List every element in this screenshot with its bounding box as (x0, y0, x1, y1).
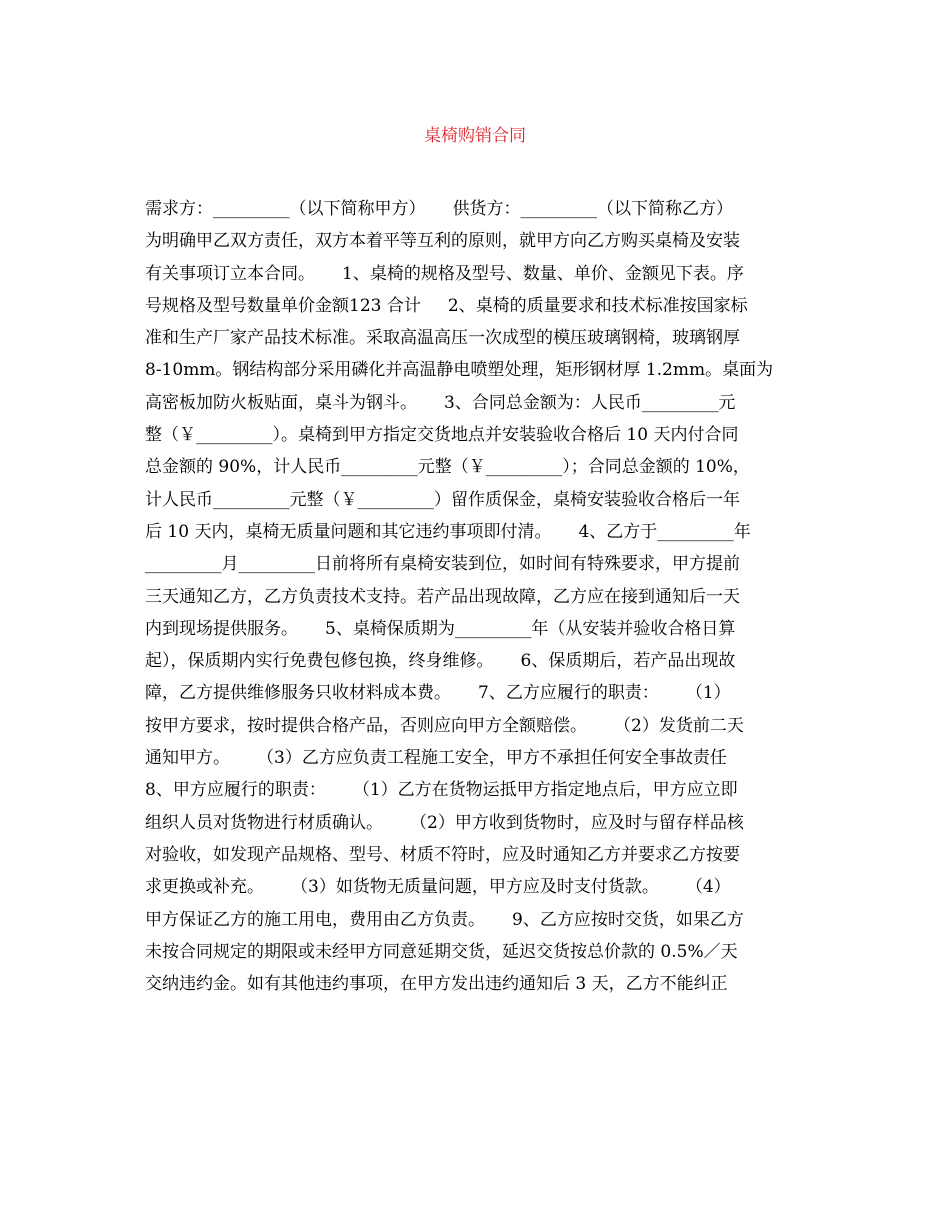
body-line: 有关事项订立本合同。 1、桌椅的规格及型号、数量、单价、金额见下表。序 (145, 263, 744, 284)
body-line: 内到现场提供服务。 5、桌椅保质期为_________年（从安装并验收合格日算 (145, 618, 736, 639)
body-line: 甲方保证乙方的施工用电，费用由乙方负责。 9、乙方应按时交货，如果乙方 (145, 909, 744, 930)
body-line: 准和生产厂家产品技术标准。采取高温高压一次成型的模压玻璃钢椅，玻璃钢厚 (145, 328, 740, 349)
body-line: 组织人员对货物进行材质确认。 （2）甲方收到货物时，应及时与留存样品核 (145, 812, 744, 833)
body-line: 8-10mm。钢结构部分采用磷化并高温静电喷塑处理，矩形钢材厚 1.2mm。桌面为 (145, 360, 774, 381)
body-line: 号规格及型号数量单价金额123 合计 2、桌椅的质量要求和技术标准按国家标 (145, 295, 748, 316)
body-line: 8、甲方应履行的职责： （1）乙方在货物运抵甲方指定地点后，甲方应立即 (145, 780, 738, 801)
body-line: 总金额的 90%，计人民币_________元整（￥_________）；合同总金额的 10%， (145, 457, 750, 478)
contract-body (145, 193, 815, 1000)
body-line: 对验收，如发现产品规格、型号、材质不符时，应及时通知乙方并要求乙方按要 (145, 844, 740, 865)
body-line: 需求方：_________（以下简称甲方） 供货方：_________（以下简称乙方） (145, 199, 734, 219)
body-line: 障，乙方提供维修服务只收材料成本费。 7、乙方应履行的职责： （1） (145, 683, 731, 704)
body-line: 为明确甲乙双方责任，双方本着平等互利的原则，就甲方向乙方购买桌椅及安装 (145, 231, 740, 252)
body-line: 交纳违约金。如有其他违约事项，在甲方发出违约通知后 3 天，乙方不能纠正 (145, 974, 728, 995)
body-line: 求更换或补充。 （3）如货物无质量问题，甲方应及时支付货款。 （4） (145, 877, 731, 898)
body-line: 后 10 天内，桌椅无质量问题和其它违约事项即付清。 4、乙方于_________年 (145, 521, 751, 542)
body-line: 高密板加防火板贴面，桌斗为钢斗。 3、合同总金额为：人民币_________元 (145, 392, 736, 413)
body-line: _________月_________日前将所有桌椅安装到位，如时间有特殊要求，甲方提前 (145, 554, 740, 575)
body-line: 按甲方要求，按时提供合格产品，否则应向甲方全额赔偿。 （2）发货前二天 (145, 715, 744, 736)
body-line: 三天通知乙方，乙方负责技术支持。若产品出现故障，乙方应在接到通知后一天 (145, 586, 740, 607)
document-title: 桌椅购销合同 (424, 126, 526, 146)
body-line: 整（￥_________）。桌椅到甲方指定交货地点并安装验收合格后 10 天内付合同 (145, 425, 739, 446)
body-line: 计人民币_________元整（￥_________）留作质保金，桌椅安装验收合格后一年 (145, 489, 740, 510)
body-line: 通知甲方。 （3）乙方应负责工程施工安全，甲方不承担任何安全事故责任 (145, 748, 727, 769)
body-line: 未按合同规定的期限或未经甲方同意延期交货，延迟交货按总价款的 0.5%／天 (145, 941, 738, 962)
body-line: 起），保质期内实行免费包修包换，终身维修。 6、保质期后，若产品出现故 (145, 651, 736, 672)
